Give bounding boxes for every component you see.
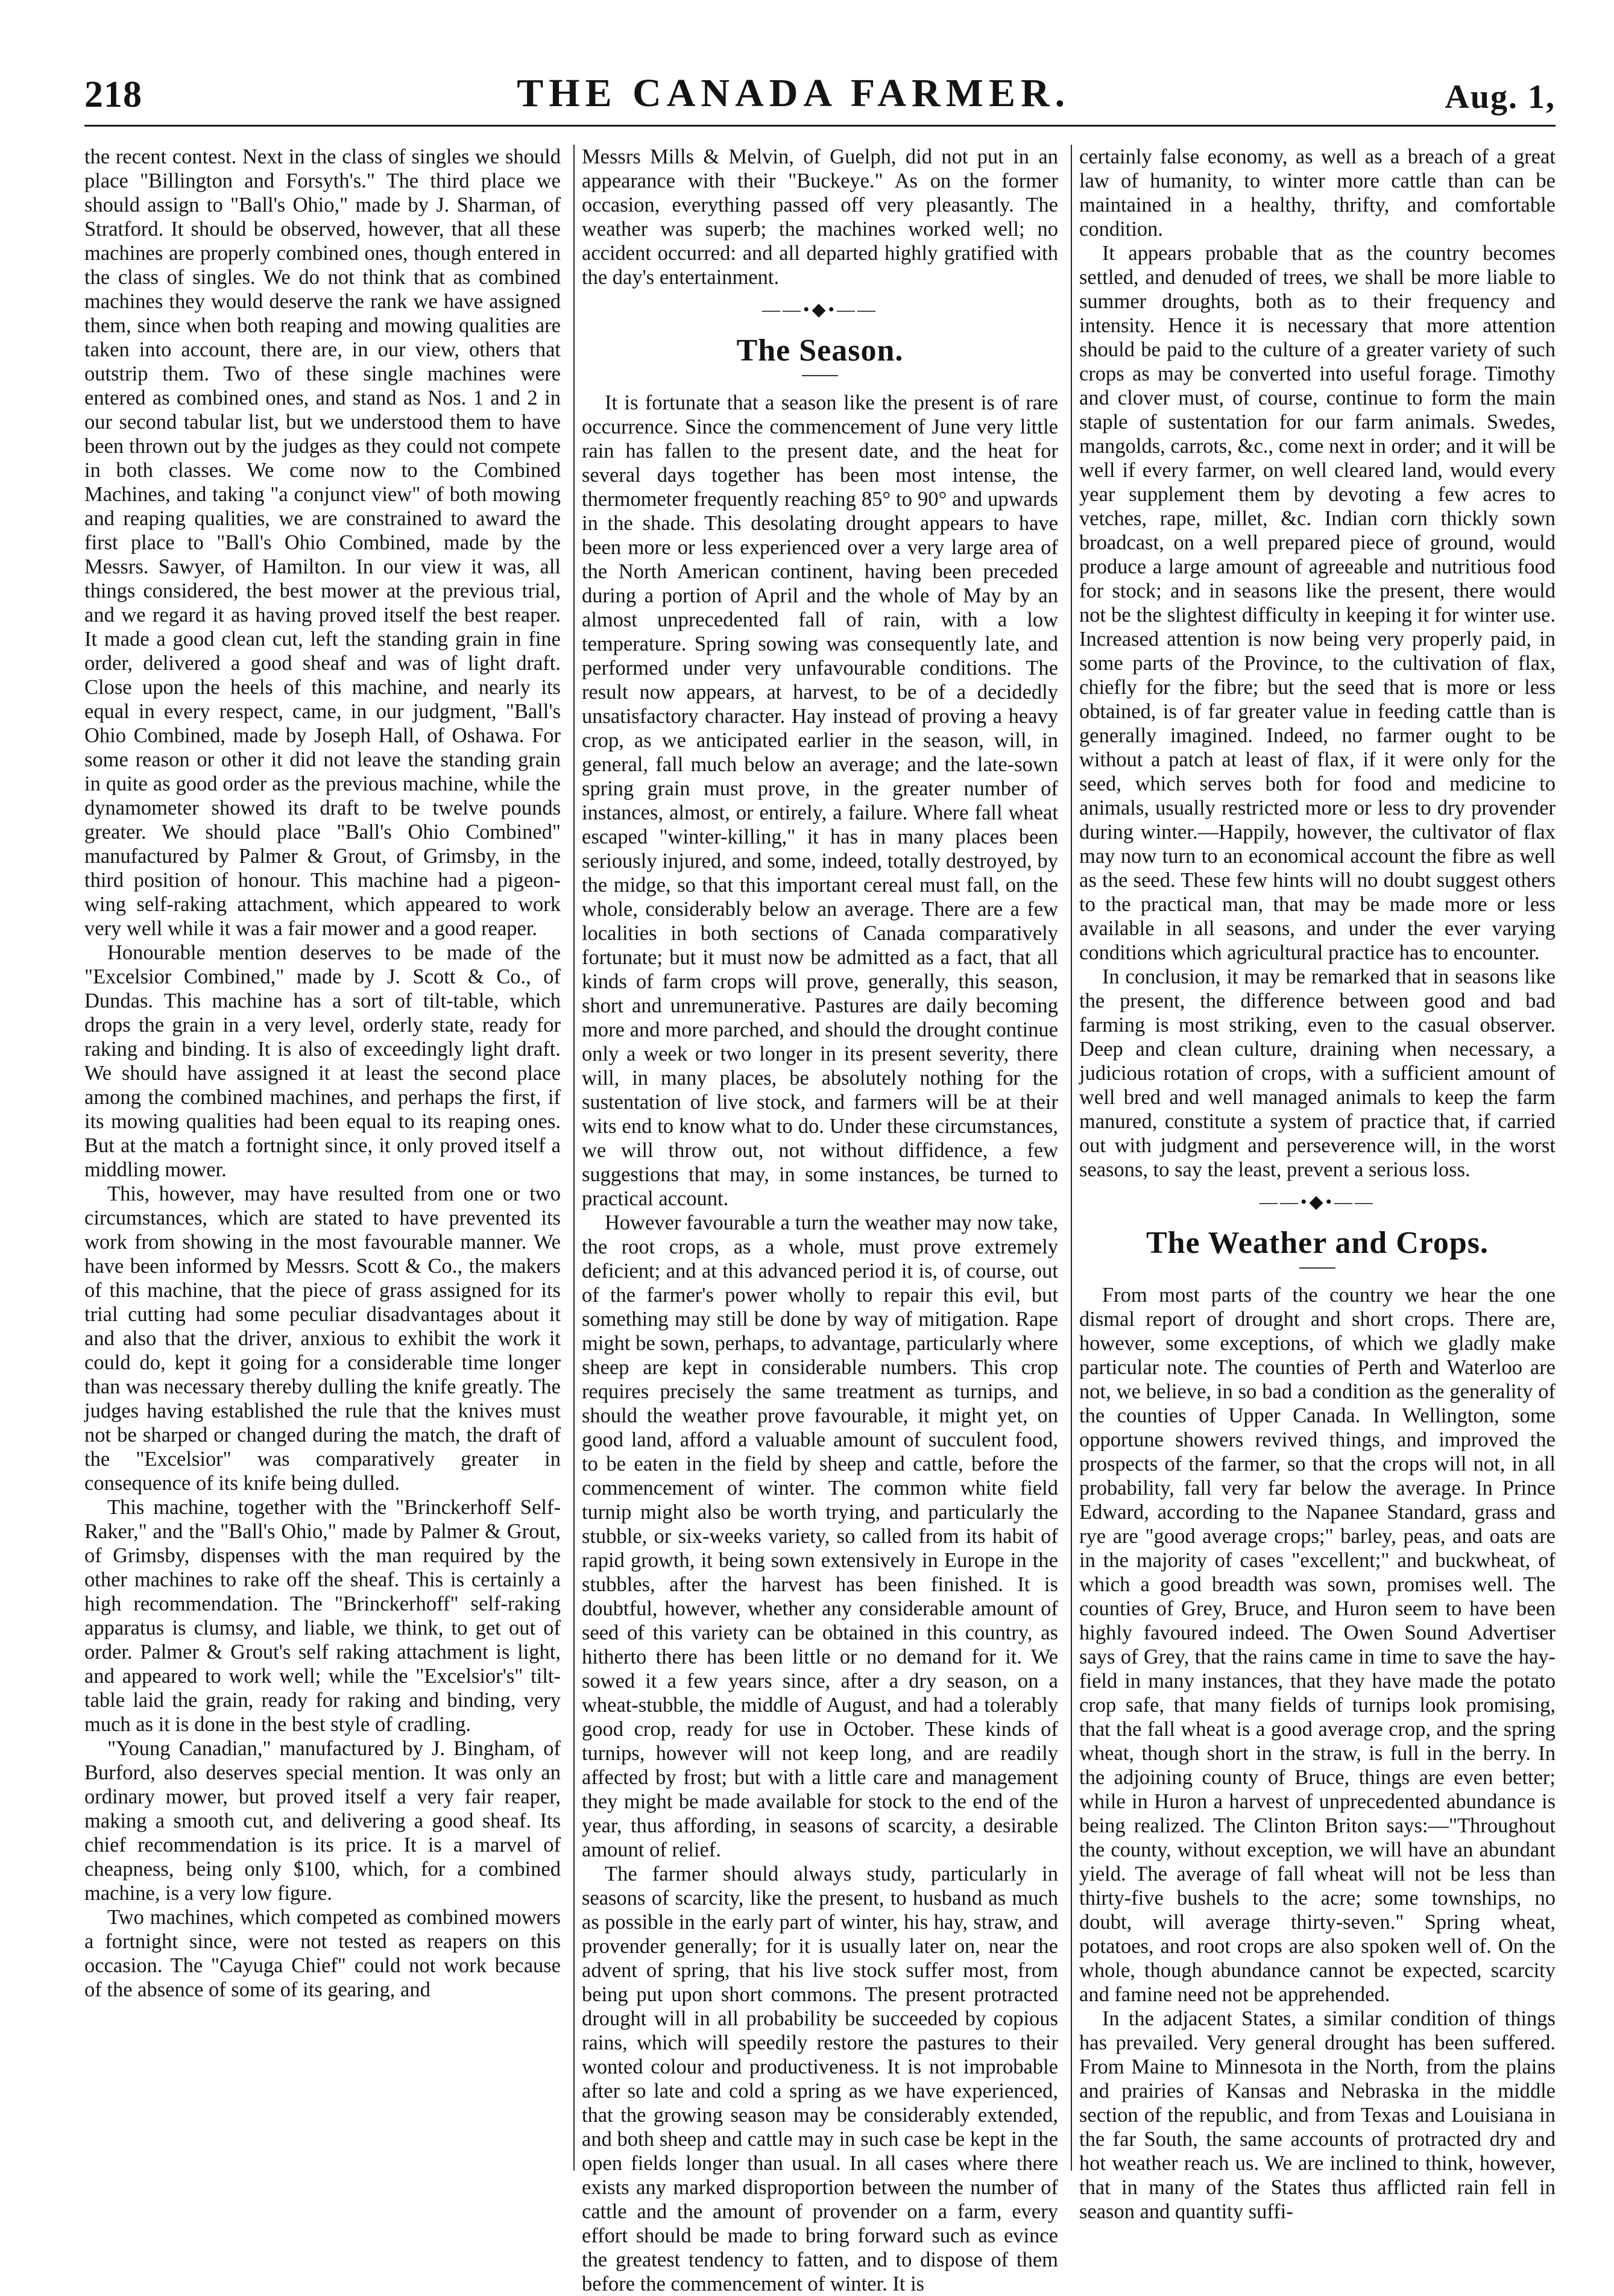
column-2	[582, 145, 1058, 2295]
article-paragraph: Honourable mention deserves to be made of the "Excelsior Combined," made by J. Scott & Co., of Dundas. This machine has a sort of tilt-table, which drops the grain in a very level, orderly state, ready for raking and binding. It is also of exceedingly light draft. We should have assigned it at least the second place among the combined machines, and perhaps the first, if its mowing qualities had been equal to its reaping ones. But at the match a fortnight since, it only proved itself a middling mower.	[84, 941, 561, 1181]
newspaper-title: THE CANADA FARMER.	[517, 71, 1071, 115]
section-divider: ——•◆•——	[1259, 1192, 1376, 1212]
column-3	[1079, 145, 1556, 2223]
masthead	[84, 72, 1556, 127]
article-paragraph: This machine, together with the "Brinckerhoff Self-Raker," and the "Ball's Ohio," made by Palmer & Grout, of Grimsby, dispenses with the man required by the other machines to rake off the sheaf. This is certainly a high recommendation. The "Brinckerhoff" self-raking apparatus is clumsy, and liable, we think, to get out of order. Palmer & Grout's self raking attachment is light, and appeared to work well; while the "Excelsior's" tilt-table laid the grain, ready for raking and binding, very much as it is done in the best style of cradling.	[84, 1496, 561, 1736]
article-paragraph: It appears probable that as the country becomes settled, and denuded of trees, we shall be more liable to summer droughts, both as to their frequency and intensity. Hence it is necessary that more attention should be paid to the culture of a greater variety of such crops as may be converted into useful forage. Timothy and clover must, of course, continue to form the main staple of sustentation for our farm animals. Swedes, mangolds, carrots, &c., come next in order; and it will be well if every farmer, on well cleared land, would every year supplement them by devoting a few acres to vetches, rape, millet, &c. Indian corn thickly sown broadcast, on a well prepared piece of ground, would produce a large amount of agreeable and nutritious food for stock; and in seasons like the present, there would not be the slightest difficulty in keeping it for winter use. Increased attention is now being very properly paid, in some parts of the Province, to the cultivation of flax, chiefly for the fibre; but the seed that is more or less obtained, is of far greater value in feeding cattle than is generally imagined. Indeed, no farmer ought to be without a patch at least of flax, if it were only for the seed, which serves both for food and medicine to animals, usually restricted more or less to dry provender during winter.—Happily, however, the cultivator of flax may now turn to an economical account the fibre as well as the seed. These few hints will no doubt suggest others to the practical man, that may be made more or less available in all seasons, and under the ever varying conditions which agricultural practice has to encounter.	[1079, 242, 1556, 964]
article-paragraph: From most parts of the country we hear the one dismal report of drought and short crops. There are, however, some exceptions, of which we gladly make particular note. The counties of Perth and Waterloo are not, we believe, in so bad a condition as the generality of the counties of Upper Canada. In Wellington, some opportune showers revived things, and improved the prospects of the farmer, so that the crops will not, in all probability, fall very far below the average. In Prince Edward, according to the Napanee Standard, grass and rye are "good average crops;" barley, peas, and oats are in the majority of cases "excellent;" and buckwheat, of which a good breadth was sown, promises well. The counties of Grey, Bruce, and Huron seem to have been highly favoured indeed. The Owen Sound Advertiser says of Grey, that the rains came in time to save the hay-field in many instances, that they have made the potato crop safe, that many fields of turnips look promising, that the fall wheat is a good average crop, and the spring wheat, though short in the straw, is full in the berry. In the adjoining county of Bruce, things are even better; while in Huron a harvest of unprecedented abundance is being realized. The Clinton Briton says:—"Throughout the county, without exception, we will have an abundant yield. The average of fall wheat will not be less than thirty-five bushels to the acre; some townships, no doubt, will average thirty-seven." Spring wheat, potatoes, and root crops are also spoken well of. On the whole, though abundance cannot be expected, scarcity and famine need not be apprehended.	[1079, 1284, 1556, 2006]
article-paragraph: certainly false economy, as well as a breach of a great law of humanity, to winter more cattle than can be maintained in a healthy, thrifty, and comfortable condition.	[1079, 145, 1556, 241]
article-paragraph: This, however, may have resulted from one or two circumstances, which are stated to have prevented its work from showing in the most favourable manner. We have been informed by Messrs. Scott & Co., the makers of this machine, that the piece of grass assigned for its trial cutting had some peculiar disadvantages about it and also that the driver, anxious to exhibit the work it could do, kept it going for a considerable time longer than was necessary thereby dulling the knife greatly. The judges having established the rule that the knives must not be sharped or changed during the match, the draft of the "Excelsior" was comparatively greater in consequence of its knife being dulled.	[84, 1182, 561, 1495]
article-paragraph: Messrs Mills & Melvin, of Guelph, did not put in an appearance with their "Buckeye." As on the former occasion, everything passed off very pleasantly. The weather was superb; the machines worked well; no accident occurred: and all departed highly gratified with the day's entertainment.	[582, 145, 1058, 289]
article-paragraph: It is fortunate that a season like the present is of rare occurrence. Since the commencement of June very little rain has fallen to the present date, and the heat for several days together has been most intense, the thermometer frequently reaching 85° to 90° and upwards in the shade. This desolating drought appears to have been more or less experienced over a very large area of the North American continent, having been preceded during a portion of April and the whole of May by an almost unprecedented fall of rain, with a low temperature. Spring sowing was consequently late, and performed under very unfavourable conditions. The result now appears, at harvest, to be of a decidedly unsatisfactory character. Hay instead of proving a heavy crop, as we anticipated earlier in the season, will, in general, fall much below an average; and the late-sown spring grain must prove, in the greater number of instances, almost, or entirely, a failure. Where fall wheat escaped "winter-killing," it has in many places been seriously injured, and some, indeed, totally destroyed, by the midge, so that this important cereal must fall, on the whole, considerably below an average. There are a few localities in both sections of Canada comparatively fortunate; but it must now be admitted as a fact, that all kinds of farm crops will prove, generally, this season, short and unremunerative. Pastures are daily becoming more and more parched, and should the drought continue only a week or two longer in its present severity, there will, in many places, be absolutely nothing for the sustentation of live stock, and farmers will be at their wits end to know what to do. Under these circumstances, we will throw out, not without diffidence, a few suggestions that may, in some instances, be turned to practical account.	[582, 391, 1058, 1210]
column-rule	[1071, 145, 1072, 2171]
article-paragraph: Two machines, which competed as combined mowers a fortnight since, were not tested as reapers on this occasion. The "Cayuga Chief" could not work because of the absence of some of its gearing, and	[84, 1906, 561, 2001]
article-paragraph: In the adjacent States, a similar condition of things has prevailed. Very general drought has been suffered. From Maine to Minnesota in the North, from the plains and prairies of Kansas and Nebraska in the middle section of the republic, and from Texas and Louisiana in the far South, the same accounts of protracted dry and hot weather reach us. We are inclined to think, however, that in many of the States thus afflicted rain fell in season and quantity suffi-	[1079, 2007, 1556, 2223]
article-paragraph: the recent contest. Next in the class of singles we should place "Billington and Forsyth's." The third place we should assign to "Ball's Ohio," made by J. Sharman, of Stratford. It should be observed, however, that all these machines are properly combined ones, though entered in the class of singles. We do not think that as combined machines they would deserve the rank we have assigned them, since when both reaping and mowing qualities are taken into account, there are, in our view, others that outstrip them. Two of these single machines were entered as combined ones, and stand as Nos. 1 and 2 in our second tabular list, but we understood them to have been thrown out by the judges as they could not compete in both classes. We come now to the Combined Machines, and taking "a conjunct view" of both mowing and reaping qualities, we are constrained to award the first place to "Ball's Ohio Combined, made by the Messrs. Sawyer, of Hamilton. In our view it was, all things considered, the best mower at the previous trial, and we regard it as having proved itself the best reaper. It made a good clean cut, left the standing grain in fine order, delivered a good sheaf and was of light draft. Close upon the heels of this machine, and nearly its equal in every respect, came, in our judgment, "Ball's Ohio Combined, made by Joseph Hall, of Oshawa. For some reason or other it did not leave the standing grain in quite as good order as the previous machine, while the dynamometer showed its draft to be twelve pounds greater. We should place "Ball's Ohio Combined" manufactured by Palmer & Grout, of Grimsby, in the third position of honour. This machine had a pigeon-wing self-raking attachment, which appeared to work very well while it was a fair mower and a good reaper.	[84, 145, 561, 940]
article-paragraph: However favourable a turn the weather may now take, the root crops, as a whole, must prove extremely deficient; and at this advanced period it is, of course, out of the farmer's power wholly to repair this evil, but something may still be done by way of mitigation. Rape might be sown, perhaps, to advantage, particularly where sheep are kept in considerable numbers. This crop requires precisely the same treatment as turnips, and should the weather prove favourable, it might yet, on good land, afford a valuable amount of succulent food, to be eaten in the field by sheep and cattle, before the commencement of winter. The common white field turnip might also be worth trying, and particularly the stubble, or six-weeks variety, so called from its habit of rapid growth, it being sown extensively in Europe in the stubbles, after the harvest has been finished. It is doubtful, however, whether any considerable amount of seed of this variety can be obtained in this country, as hitherto there has been little or no demand for it. We sowed it a few years since, after a dry season, on a wheat-stubble, the middle of August, and had a tolerably good crop, ready for use in October. These kinds of turnips, however will not keep long, and are readily affected by frost; but with a little care and management they might be made available for stock to the end of the year, thus affording, in seasons of scarcity, a desirable amount of relief.	[582, 1211, 1058, 1861]
section-divider: ——•◆•——	[761, 300, 878, 320]
section-heading-weather-crops: The Weather and Crops.	[1079, 1225, 1556, 1269]
section-heading-season: The Season.	[582, 333, 1058, 376]
column-rule	[573, 145, 575, 2171]
article-paragraph: The farmer should always study, particularly in seasons of scarcity, like the present, to husband as much as possible in the early part of winter, his hay, straw, and provender generally; for it is usually later on, near the advent of spring, that his live stock suffer most, from being put upon short commons. The present protracted drought will in all probability be succeeded by copious rains, which will speedily restore the pastures to their wonted colour and productiveness. It is not improbable after so late and cold a spring as we have experienced, that the growing season may be considerably extended, and both sheep and cattle may in such case be kept in the open fields longer than usual. In all cases where there exists any marked disproportion between the number of cattle and the amount of provender on a farm, every effort should be made to bring forward such as evince the greatest tendency to fatten, and to dispose of them before the commencement of winter. It is	[582, 1862, 1058, 2295]
article-paragraph: In conclusion, it may be remarked that in seasons like the present, the difference between good and bad farming is most striking, even to the casual observer. Deep and clean culture, draining when necessary, a judicious rotation of crops, with a sufficient amount of well bred and well managed animals to keep the farm manured, constitute a system of practice that, if carried out with judgment and perseverence will, in the worst seasons, to say the least, prevent a serious loss.	[1079, 965, 1556, 1181]
page-number: 218	[84, 74, 142, 115]
issue-date: Aug. 1,	[1445, 78, 1556, 116]
column-1	[84, 145, 561, 2183]
article-paragraph: "Young Canadian," manufactured by J. Bingham, of Burford, also deserves special mention. It was only an ordinary mower, but proved itself a very fair reaper, making a smooth cut, and delivering a good sheaf. Its chief recommendation is its price. It is a marvel of cheapness, being only $100, which, for a combined machine, is a very low figure.	[84, 1737, 561, 1905]
